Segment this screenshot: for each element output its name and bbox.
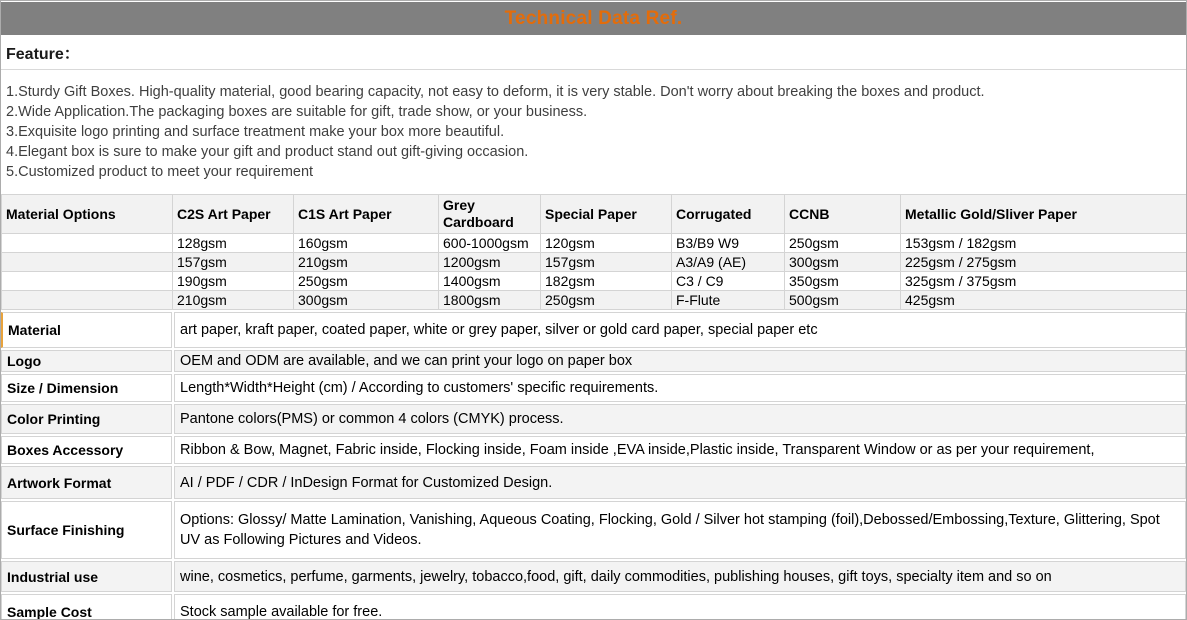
spec-label: Boxes Accessory: [1, 436, 172, 464]
spec-value: AI / PDF / CDR / InDesign Format for Customized Design.: [174, 466, 1186, 499]
table-cell: 325gsm / 375gsm: [901, 272, 1187, 291]
spec-label: Material: [1, 312, 172, 348]
table-cell: 153gsm / 182gsm: [901, 234, 1187, 253]
column-header-material-options: Material Options: [2, 195, 173, 234]
feature-item: 4.Elegant box is sure to make your gift and product stand out gift-giving occasion.: [6, 144, 529, 160]
table-cell: 250gsm: [785, 234, 901, 253]
spec-label: Artwork Format: [1, 466, 172, 499]
table-header-row: [2, 195, 1187, 234]
table-cell: 300gsm: [294, 291, 439, 310]
table-cell: [2, 291, 173, 310]
spec-row-artwork-format: [1, 466, 1186, 499]
table-cell: 157gsm: [173, 253, 294, 272]
table-cell: 1400gsm: [439, 272, 541, 291]
table-cell: 190gsm: [173, 272, 294, 291]
spec-label: Sample Cost: [1, 594, 172, 620]
table-cell: 120gsm: [541, 234, 672, 253]
table-cell: 128gsm: [173, 234, 294, 253]
column-header-grey-cardboard: Grey Cardboard: [439, 195, 541, 234]
spec-rows: [1, 312, 1186, 620]
spec-row-material: [1, 312, 1186, 348]
material-options-table: [1, 194, 1187, 310]
table-cell: 1200gsm: [439, 253, 541, 272]
feature-item: 2.Wide Application.The packaging boxes are suitable for gift, trade show, or your business.: [6, 104, 588, 120]
feature-item: 1.Sturdy Gift Boxes. High-quality material, good bearing capacity, not easy to deform, it is very stable. Don't worry about breaking the boxes and product.: [6, 84, 985, 100]
table-cell: 250gsm: [541, 291, 672, 310]
spec-value: Pantone colors(PMS) or common 4 colors (CMYK) process.: [174, 404, 1186, 434]
column-header-c2s-art-paper: C2S Art Paper: [173, 195, 294, 234]
table-cell: 600-1000gsm: [439, 234, 541, 253]
spec-row-industrial-use: [1, 561, 1186, 592]
feature-item: 5.Customized product to meet your requirement: [6, 164, 314, 180]
column-header-ccnb: CCNB: [785, 195, 901, 234]
table-row: [2, 253, 1187, 272]
feature-item: 3.Exquisite logo printing and surface treatment make your box more beautiful.: [6, 124, 505, 140]
spec-value: wine, cosmetics, perfume, garments, jewelry, tobacco,food, gift, daily commodities, publishing houses, gift toys, specialty item and so on: [174, 561, 1186, 592]
spec-row-boxes-accessory: [1, 436, 1186, 464]
title-bar: [1, 2, 1186, 35]
spec-row-color-printing: [1, 404, 1186, 434]
table-cell: 225gsm / 275gsm: [901, 253, 1187, 272]
spec-label: Industrial use: [1, 561, 172, 592]
table-row: [2, 272, 1187, 291]
spec-row-sample-cost: [1, 594, 1186, 620]
spec-value: Stock sample available for free.: [174, 594, 1186, 620]
spec-label: Size / Dimension: [1, 374, 172, 402]
table-cell: 160gsm: [294, 234, 439, 253]
column-header-metallic-paper: Metallic Gold/Sliver Paper: [901, 195, 1187, 234]
table-row: [2, 291, 1187, 310]
spec-label: Color Printing: [1, 404, 172, 434]
spec-value: Options: Glossy/ Matte Lamination, Vanishing, Aqueous Coating, Flocking, Gold / Silver hot stamping (foil),Debossed/Embossing,Texture, Glittering, Spot UV as Following Pictures and Videos.: [174, 501, 1186, 559]
spec-label: Surface Finishing: [1, 501, 172, 559]
spec-label: Logo: [1, 350, 172, 372]
table-cell: [2, 234, 173, 253]
table-cell: 210gsm: [173, 291, 294, 310]
table-cell: 425gsm: [901, 291, 1187, 310]
feature-heading: Feature：: [1, 35, 1186, 70]
page-title: Technical Data Ref.: [504, 7, 683, 29]
table-cell: [2, 253, 173, 272]
spec-value: Length*Width*Height (cm) / According to customers' specific requirements.: [174, 374, 1186, 402]
feature-list: [1, 70, 1186, 194]
table-cell: A3/A9 (AE): [672, 253, 785, 272]
table-row: [2, 234, 1187, 253]
table-cell: 350gsm: [785, 272, 901, 291]
column-header-special-paper: Special Paper: [541, 195, 672, 234]
table-cell: 1800gsm: [439, 291, 541, 310]
table-cell: [2, 272, 173, 291]
spec-row-surface-finishing: [1, 501, 1186, 559]
spec-value: Ribbon & Bow, Magnet, Fabric inside, Flocking inside, Foam inside ,EVA inside,Plastic inside, Transparent Window or as per your requirement,: [174, 436, 1186, 464]
table-cell: B3/B9 W9: [672, 234, 785, 253]
table-cell: 182gsm: [541, 272, 672, 291]
table-cell: C3 / C9: [672, 272, 785, 291]
table-cell: 250gsm: [294, 272, 439, 291]
spec-value: OEM and ODM are available, and we can print your logo on paper box: [174, 350, 1186, 372]
spec-value: art paper, kraft paper, coated paper, white or grey paper, silver or gold card paper, special paper etc: [174, 312, 1186, 348]
table-cell: 500gsm: [785, 291, 901, 310]
table-cell: 300gsm: [785, 253, 901, 272]
table-cell: 157gsm: [541, 253, 672, 272]
column-header-c1s-art-paper: C1S Art Paper: [294, 195, 439, 234]
spec-row-logo: [1, 350, 1186, 372]
table-cell: F-Flute: [672, 291, 785, 310]
column-header-corrugated: Corrugated: [672, 195, 785, 234]
spec-row-size-dimension: [1, 374, 1186, 402]
table-cell: 210gsm: [294, 253, 439, 272]
